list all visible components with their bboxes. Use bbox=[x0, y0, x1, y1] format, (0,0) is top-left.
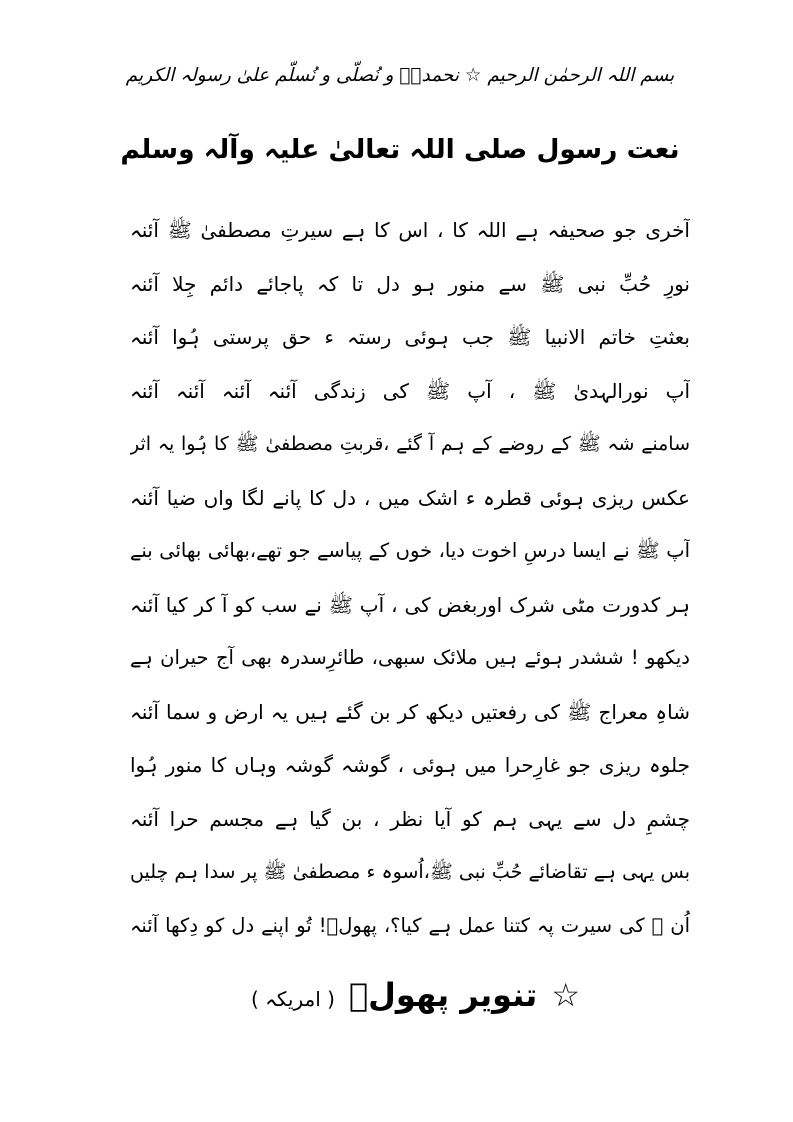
poem-body bbox=[130, 212, 690, 961]
bismillah-heading: بسم اللہ الرحمٰن الرحیم ☆ نحمدہٗ و نُصلّی و نُسلّم علیٰ رسولہ الکریم bbox=[125, 65, 675, 86]
star-icon: ☆ bbox=[551, 976, 580, 1014]
poet-name: تنویر پھولؔ bbox=[348, 976, 538, 1014]
poet-location: ( امریکہ ) bbox=[250, 987, 335, 1011]
poem-line: بعثتِ خاتم الانبیا ﷺ جب ہوئی رستہ ء حق پرستی ہُوا آئنہ bbox=[130, 325, 690, 349]
poem-line: بس یہی ہے تقاضائے حُبِّ نبی ﷺ،اُسوہ ء مصطفیٰ ﷺ پر سدا ہم چلیں bbox=[130, 861, 690, 883]
poem-line: جلوہ ریزی جو غارِحرا میں ہوئی ، گوشہ گوشہ وہاں کا منور ہُوا bbox=[130, 753, 690, 777]
page-title: نعت رسول صلی اللہ تعالیٰ علیہ وآلہ وسلم bbox=[120, 134, 680, 165]
poem-line: آپ ﷺ نے ایسا درسِ اخوت دیا، خوں کے پیاسے جو تھے،بھائی بھائی بنے bbox=[130, 539, 690, 562]
poem-line: شاہِ معراج ﷺ کی رفعتیں دیکھ کر بن گئے ہیں یہ ارض و سما آئنہ bbox=[130, 699, 690, 724]
poem-line: دیکھو ! ششدر ہوئے ہیں ملائک سبھی، طائرِسدرہ بھی آج حیران ہے bbox=[130, 646, 690, 669]
poet-signature bbox=[250, 975, 580, 1025]
poem-line: اُن ﷺ کی سیرت پہ کتنا عمل ہے کیا؟، پھولؔ! تُو اپنے دل کو دِکھا آئنہ bbox=[130, 913, 690, 937]
poem-line: آپ نورالہدیٰ ﷺ ، آپ ﷺ کی زندگی آئنہ آئنہ آئنہ آئنہ bbox=[130, 378, 690, 403]
poem-line: نورِ حُبِّ نبی ﷺ سے منور ہو دل تا کہ پاجائے دائم جِلا آئنہ bbox=[130, 271, 690, 296]
poem-line: سامنے شہ ﷺ کے روضے کے ہم آ گئے ،قربتِ مصطفیٰ ﷺ کا ہُوا یہ اثر bbox=[130, 433, 690, 455]
poem-line: عکس ریزی ہوئی قطرہ ء اشک میں ، دل کا پانے لگا واں ضیا آئنہ bbox=[130, 485, 690, 510]
poem-line: آخری جو صحیفہ ہے اللہ کا ، اس کا ہے سیرتِ مصطفیٰ ﷺ آئنہ bbox=[130, 218, 690, 242]
poem-line: چشمِ دل سے یہی ہم کو آیا نظر ، بن گیا ہے مجسم حرا آئنہ bbox=[130, 806, 690, 831]
poem-line: ہر کدورت مٹی شرک اوربغض کی ، آپ ﷺ نے سب کو آ کر کیا آئنہ bbox=[130, 592, 690, 617]
